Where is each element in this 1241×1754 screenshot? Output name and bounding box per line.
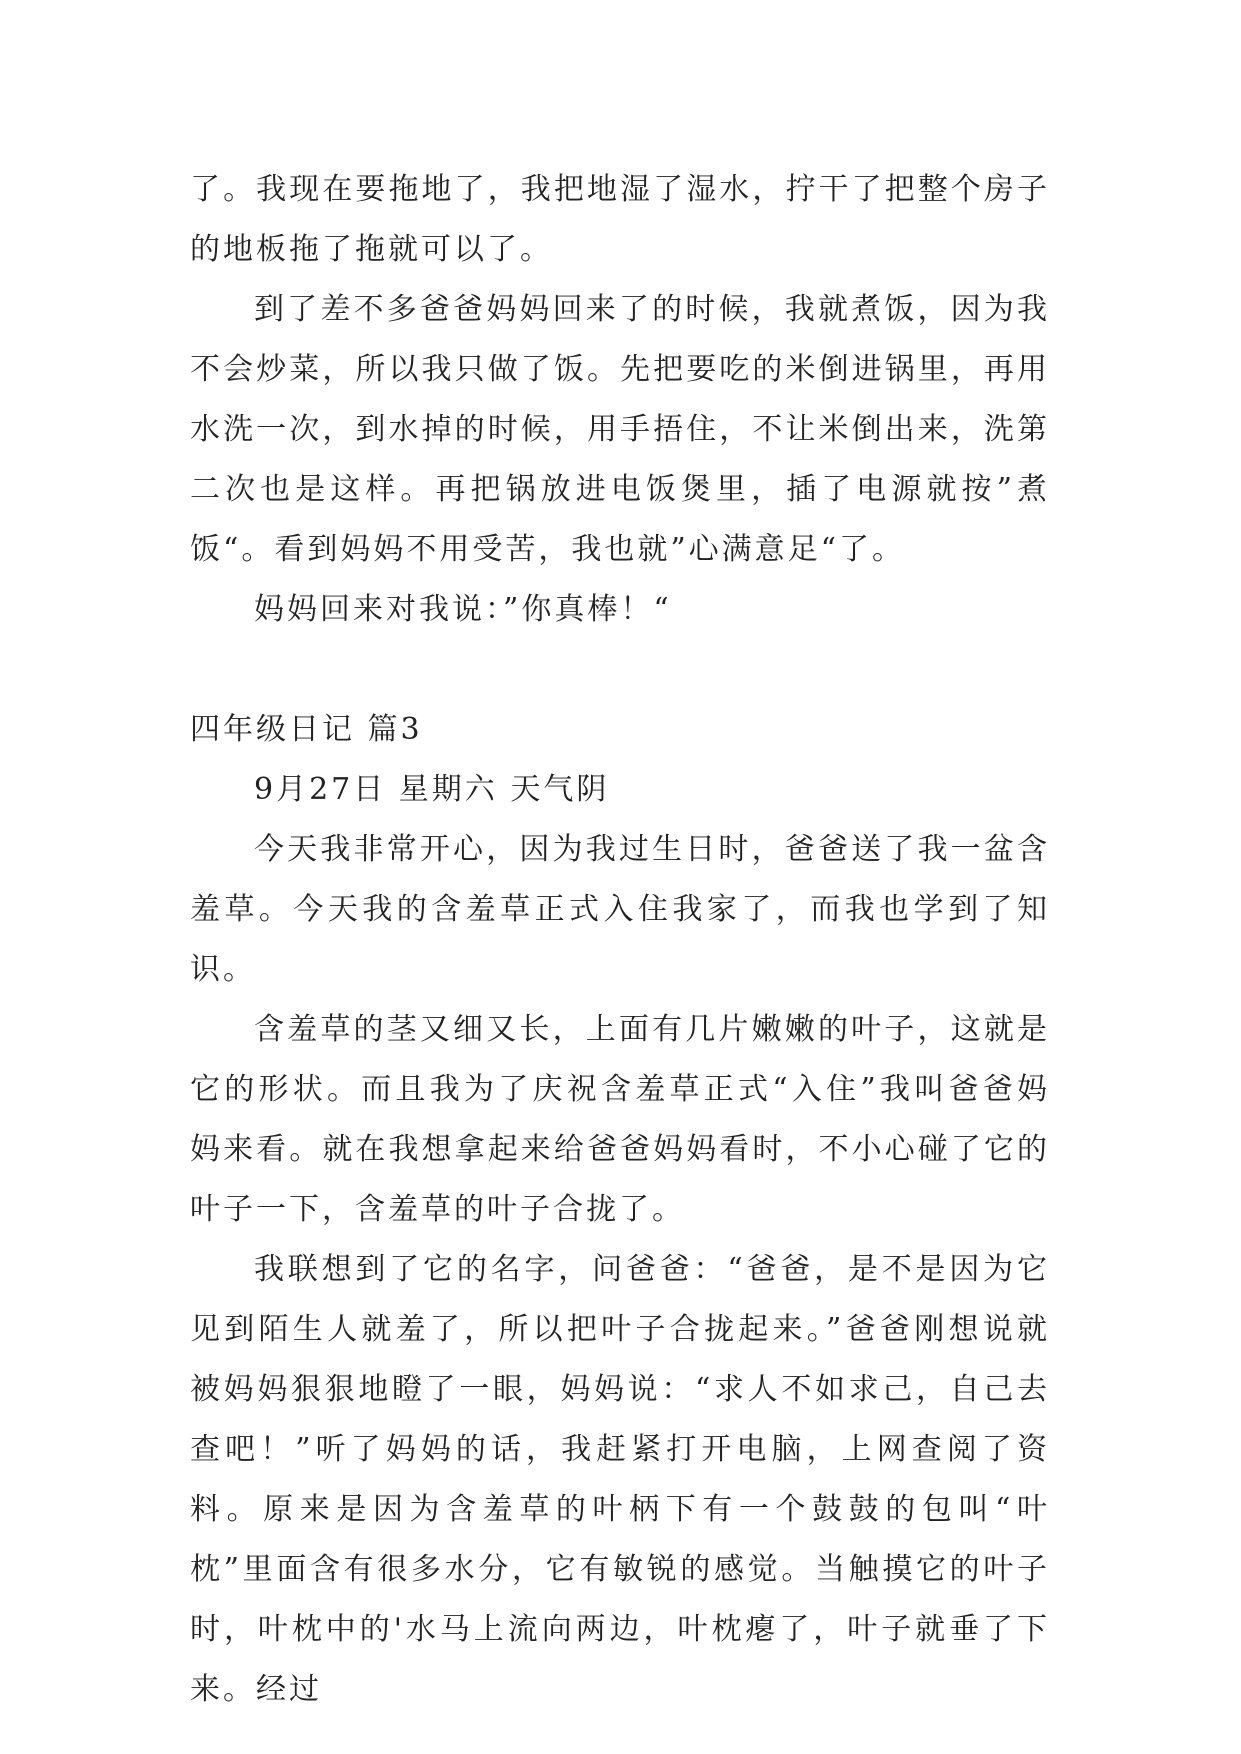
section-title: 四年级日记 篇3 bbox=[190, 712, 423, 747]
paragraph-cooking: 到了差不多爸爸妈妈回来了的时候，我就煮饭，因为我不会炒菜，所以我只做了饭。先把要吃的米倒进锅里，再用水洗一次，到水掉的时候，用手捂住，不让米倒出来，洗第二次也是这样。再把锅放进电饭煲里，插了电源就按”煮饭“。看到妈妈不用受苦，我也就”心满意足“了。 bbox=[190, 292, 1050, 567]
paragraph-research: 我联想到了它的名字，问爸爸：“爸爸，是不是因为它见到陌生人就羞了，所以把叶子合拢起来。”爸爸刚想说就被妈妈狠狠地瞪了一眼，妈妈说：“求人不如求己，自己去查吧！”听了妈妈的话，我赶紧打开电脑，上网查阅了资料。原来是因为含羞草的叶柄下有一个鼓鼓的包叫“叶枕”里面含有很多水分，它有敏锐的感觉。当触摸它的叶子时，叶枕中的'水马上流向两边，叶枕瘪了，叶子就垂了下来。经过 bbox=[190, 1252, 1050, 1707]
document-body bbox=[190, 160, 1050, 1720]
date-line: 9月27日 星期六 天气阴 bbox=[254, 772, 610, 807]
paragraph-birthday: 今天我非常开心，因为我过生日时，爸爸送了我一盆含羞草。今天我的含羞草正式入住我家了，而我也学到了知识。 bbox=[190, 832, 1050, 987]
paragraph-praise: 妈妈回来对我说：”你真棒！“ bbox=[254, 592, 672, 627]
paragraph-continuation: 了。我现在要拖地了，我把地湿了湿水，拧干了把整个房子的地板拖了拖就可以了。 bbox=[190, 172, 1050, 267]
paragraph-plant-shape: 含羞草的茎又细又长，上面有几片嫩嫩的叶子，这就是它的形状。而且我为了庆祝含羞草正式“入住”我叫爸爸妈妈来看。就在我想拿起来给爸爸妈妈看时，不小心碰了它的叶子一下，含羞草的叶子合拢了。 bbox=[190, 1012, 1050, 1227]
section-gap bbox=[190, 640, 1050, 700]
